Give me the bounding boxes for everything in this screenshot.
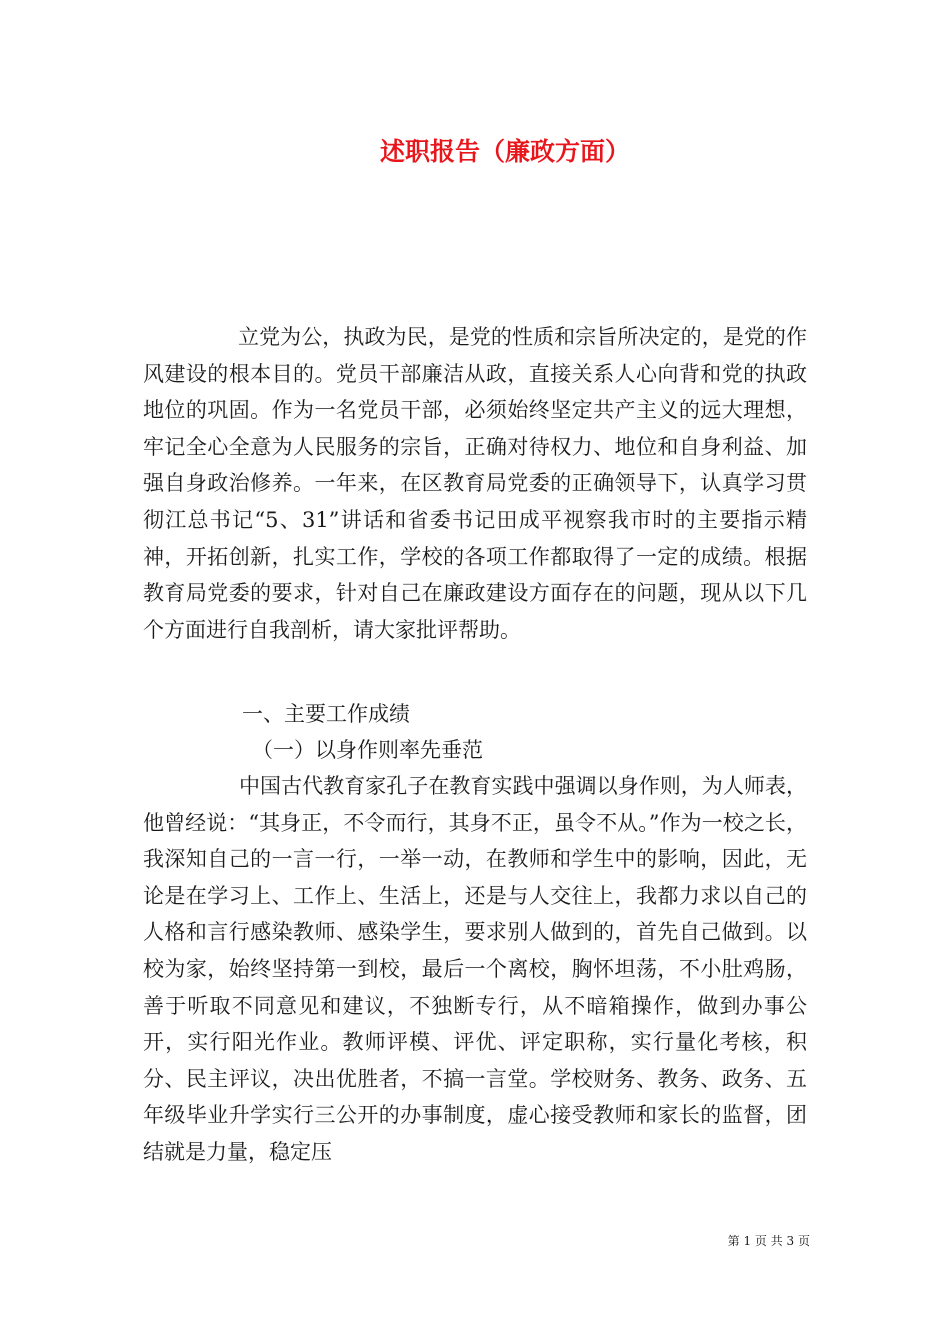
- paragraph-intro: 立党为公，执政为民，是党的性质和宗旨所决定的，是党的作风建设的根本目的。党员干部廉洁从政，直接关系人心向背和党的执政地位的巩固。作为一名党员干部，必须始终坚定共产主义的远大理想，牢记全心全意为人民服务的宗旨，正确对待权力、地位和自身利益、加强自身政治修养。一年来，在区教育局党委的正确领导下，认真学习贯彻江总书记“5、31”讲话和省委书记田成平视察我市时的主要指示精神，开拓创新，扎实工作，学校的各项工作都取得了一定的成绩。根据教育局党委的要求，针对自己在廉政建设方面存在的问题，现从以下几个方面进行自我剖析，请大家批评帮助。: [143, 325, 807, 642]
- subsection-heading: （一）以身作则率先垂范: [252, 738, 483, 762]
- document-title: 述职报告（廉政方面）: [379, 137, 630, 166]
- page-number: 第 1 页 共 3 页: [727, 1234, 810, 1248]
- paragraph-lead-by-example: 中国古代教育家孔子在教育实践中强调以身作则，为人师表，他曾经说：“其身正，不令而行，其身不正，虽令不从。”作为一校之长，我深知自己的一言一行，一举一动，在教师和学生中的影响，因此，无论是在学习上、工作上、生活上，还是与人交往上，我都力求以自己的人格和言行感染教师、感染学生，要求别人做到的，首先自己做到。以校为家，始终坚持第一到校，最后一个离校，胸怀坦荡，不小肚鸡肠，善于听取不同意见和建议，不独断专行，从不暗箱操作，做到办事公开，实行阳光作业。教师评模、评优、评定职称，实行量化考核，积分、民主评议，决出优胜者，不搞一言堂。学校财务、教务、政务、五年级毕业升学实行三公开的办事制度，虚心接受教师和家长的监督，团结就是力量，稳定压: [143, 774, 807, 1164]
- section-heading: 一、主要工作成绩: [242, 702, 410, 726]
